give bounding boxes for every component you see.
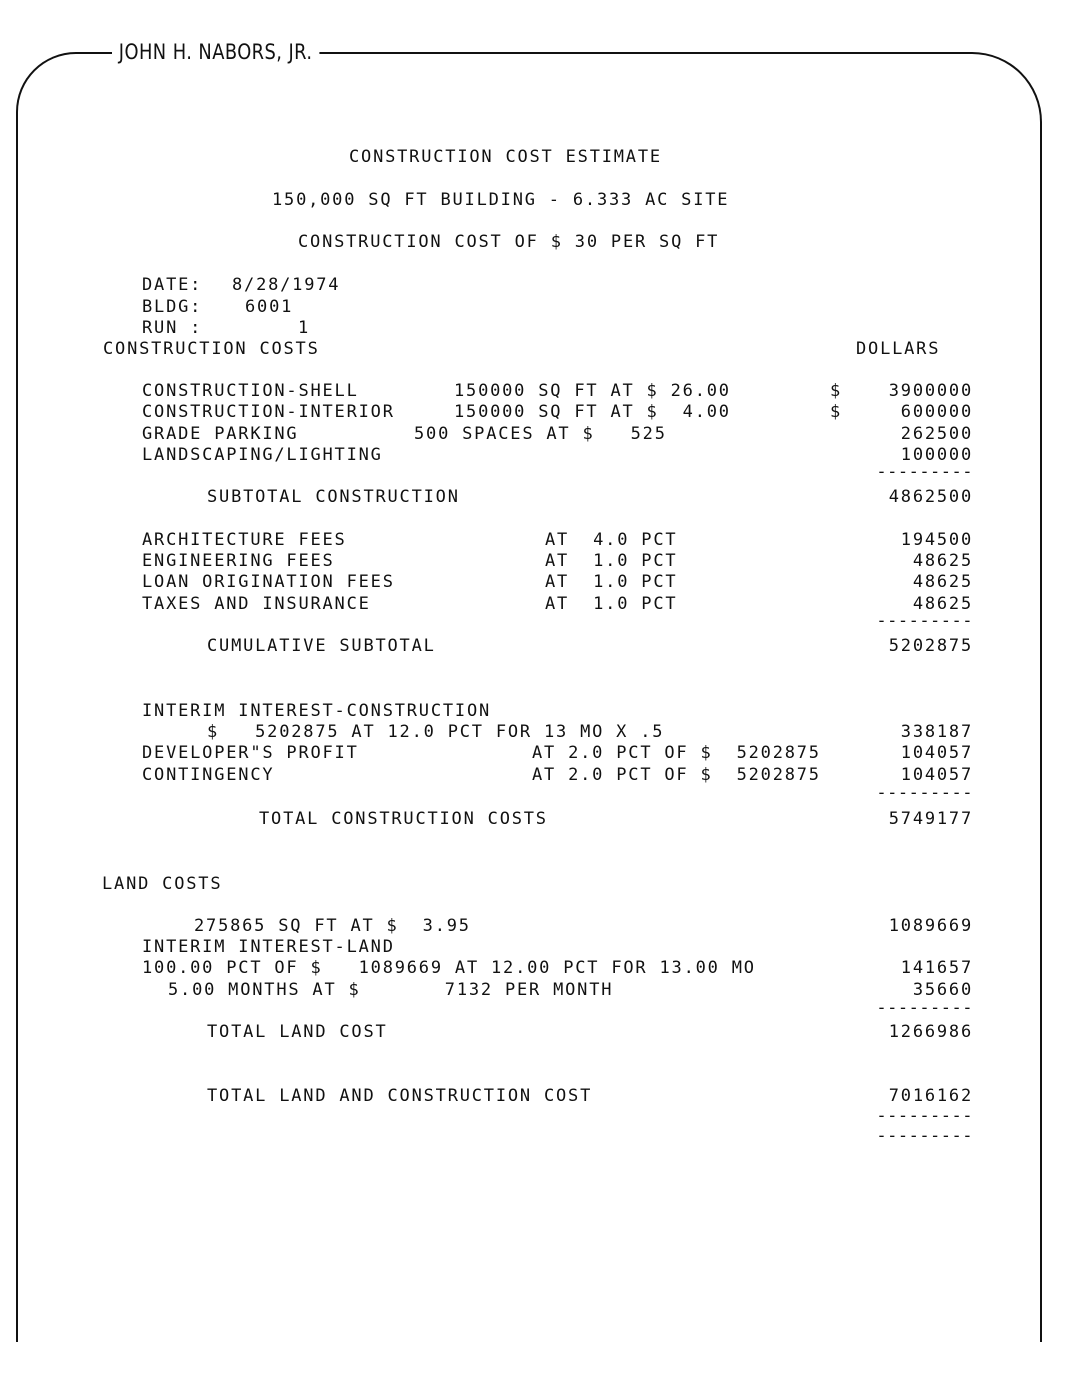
dollars-heading: DOLLARS bbox=[856, 339, 941, 359]
bldg-value: 6001 bbox=[245, 297, 294, 317]
total-construction-amount: 5749177 bbox=[888, 809, 973, 829]
interim-construction-amount: 338187 bbox=[900, 722, 973, 742]
item-detail: 500 SPACES AT $ 525 bbox=[414, 424, 667, 444]
currency-sign: $ bbox=[830, 381, 843, 401]
land-sqft-amount: 1089669 bbox=[888, 916, 973, 936]
profit-label: DEVELOPER"S PROFIT bbox=[142, 743, 359, 763]
rule-line: --------- bbox=[876, 1126, 973, 1146]
item-label: CONSTRUCTION-INTERIOR bbox=[142, 402, 395, 422]
grand-total-amount: 7016162 bbox=[888, 1086, 973, 1106]
interim-land-amount: 141657 bbox=[900, 958, 973, 978]
contingency-amount: 104057 bbox=[900, 765, 973, 785]
months-amount: 35660 bbox=[912, 980, 973, 1000]
fee-amount: 194500 bbox=[900, 530, 973, 550]
item-label: CONSTRUCTION-SHELL bbox=[142, 381, 359, 401]
fee-label: LOAN ORIGINATION FEES bbox=[142, 572, 395, 592]
rule-line: --------- bbox=[876, 783, 973, 803]
rule-line: --------- bbox=[876, 462, 973, 482]
interim-construction-label: INTERIM INTEREST-CONSTRUCTION bbox=[142, 701, 492, 721]
construction-heading: CONSTRUCTION COSTS bbox=[103, 339, 320, 359]
item-detail: 150000 SQ FT AT $ 26.00 bbox=[454, 381, 731, 401]
item-detail: 150000 SQ FT AT $ 4.00 bbox=[454, 402, 731, 422]
date-value: 8/28/1974 bbox=[232, 275, 341, 295]
item-amount: 100000 bbox=[900, 445, 973, 465]
fee-rate: AT 1.0 PCT bbox=[545, 594, 678, 614]
item-label: LANDSCAPING/LIGHTING bbox=[142, 445, 383, 465]
total-land-amount: 1266986 bbox=[888, 1022, 973, 1042]
total-construction-label: TOTAL CONSTRUCTION COSTS bbox=[259, 809, 548, 829]
grand-total-label: TOTAL LAND AND CONSTRUCTION COST bbox=[207, 1086, 593, 1106]
bldg-label: BLDG: bbox=[142, 297, 203, 317]
run-label: RUN : bbox=[142, 318, 203, 338]
item-amount: 3900000 bbox=[888, 381, 973, 401]
rule-line: --------- bbox=[876, 1106, 973, 1126]
item-amount: 600000 bbox=[900, 402, 973, 422]
author-name: JOHN H. NABORS, JR. bbox=[112, 40, 319, 64]
profit-detail: AT 2.0 PCT OF $ 5202875 bbox=[532, 743, 821, 763]
item-amount: 262500 bbox=[900, 424, 973, 444]
fee-amount: 48625 bbox=[912, 572, 973, 592]
fee-amount: 48625 bbox=[912, 594, 973, 614]
interim-land-detail: 100.00 PCT OF $ 1089669 AT 12.00 PCT FOR 13.00 MO bbox=[142, 958, 756, 978]
cumulative-label: CUMULATIVE SUBTOTAL bbox=[207, 636, 436, 656]
interim-land-label: INTERIM INTEREST-LAND bbox=[142, 937, 395, 957]
contingency-detail: AT 2.0 PCT OF $ 5202875 bbox=[532, 765, 821, 785]
fee-label: ENGINEERING FEES bbox=[142, 551, 335, 571]
title-cost-rate: CONSTRUCTION COST OF $ 30 PER SQ FT bbox=[298, 232, 720, 252]
contingency-label: CONTINGENCY bbox=[142, 765, 275, 785]
subtotal-label: SUBTOTAL CONSTRUCTION bbox=[207, 487, 460, 507]
date-label: DATE: bbox=[142, 275, 203, 295]
fee-rate: AT 1.0 PCT bbox=[545, 551, 678, 571]
fee-amount: 48625 bbox=[912, 551, 973, 571]
title-building: 150,000 SQ FT BUILDING - 6.333 AC SITE bbox=[272, 190, 730, 210]
item-label: GRADE PARKING bbox=[142, 424, 299, 444]
land-sqft-detail: 275865 SQ FT AT $ 3.95 bbox=[194, 916, 471, 936]
fee-label: ARCHITECTURE FEES bbox=[142, 530, 347, 550]
land-heading: LAND COSTS bbox=[102, 874, 223, 894]
rule-line: --------- bbox=[876, 998, 973, 1018]
profit-amount: 104057 bbox=[900, 743, 973, 763]
interim-construction-detail: $ 5202875 AT 12.0 PCT FOR 13 MO X .5 bbox=[207, 722, 665, 742]
fee-rate: AT 4.0 PCT bbox=[545, 530, 678, 550]
currency-sign: $ bbox=[830, 402, 843, 422]
months-detail: 5.00 MONTHS AT $ 7132 PER MONTH bbox=[168, 980, 614, 1000]
fee-rate: AT 1.0 PCT bbox=[545, 572, 678, 592]
title-estimate: CONSTRUCTION COST ESTIMATE bbox=[349, 147, 662, 167]
rule-line: --------- bbox=[876, 611, 973, 631]
fee-label: TAXES AND INSURANCE bbox=[142, 594, 371, 614]
cumulative-amount: 5202875 bbox=[888, 636, 973, 656]
total-land-label: TOTAL LAND COST bbox=[207, 1022, 388, 1042]
run-value: 1 bbox=[298, 318, 311, 338]
subtotal-amount: 4862500 bbox=[888, 487, 973, 507]
